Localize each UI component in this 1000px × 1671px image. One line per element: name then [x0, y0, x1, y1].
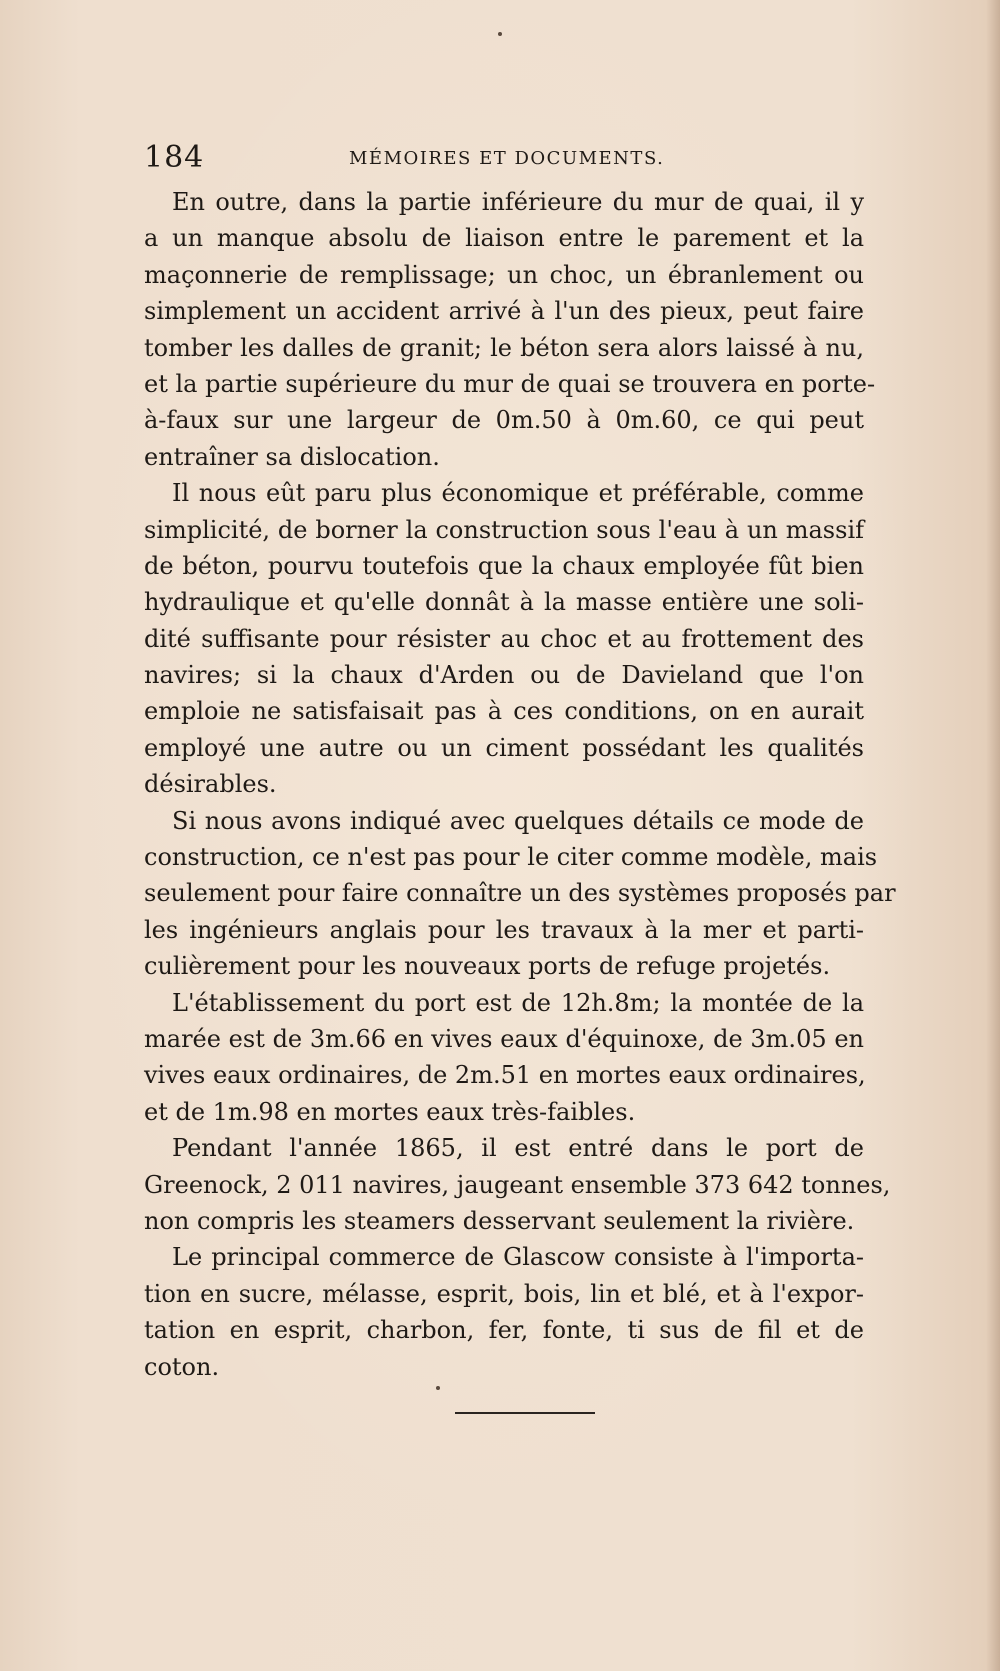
text-line: Pendant l'année 1865, il est entré dans le port de [172, 1134, 864, 1163]
text-line: tion en sucre, mélasse, esprit, bois, lin et blé, et à l'expor- [144, 1279, 864, 1308]
paper-speck [498, 32, 502, 36]
text-line: Il nous eût paru plus économique et préférable, comme [172, 479, 864, 508]
paper-speck [436, 1386, 440, 1390]
text-line: marée est de 3m.66 en vives eaux d'équinoxe, de 3m.05 en [144, 1024, 864, 1053]
text-line: employé une autre ou un ciment possédant les qualités [144, 733, 864, 762]
text-line: dité suffisante pour résister au choc et au frottement des [144, 624, 864, 653]
paragraph [144, 475, 864, 803]
text-line: a un manque absolu de liaison entre le parement et la [144, 224, 864, 253]
page-header [144, 140, 854, 180]
page-number: 184 [144, 140, 205, 175]
text-line: désirables. [144, 770, 277, 799]
text-line: maçonnerie de remplissage; un choc, un ébranlement ou [144, 260, 864, 289]
text-line: hydraulique et qu'elle donnât à la masse entière une soli- [144, 588, 864, 617]
text-line: navires; si la chaux d'Arden ou de Davieland que l'on [144, 661, 864, 690]
paragraph [144, 184, 876, 475]
text-line: emploie ne satisfaisait pas à ces conditions, on en aurait [144, 697, 864, 726]
paragraph [144, 1130, 891, 1239]
text-line: simplicité, de borner la construction sous l'eau à un massif [144, 515, 864, 544]
text-line: L'établissement du port est de 12h.8m; la montée de la [172, 988, 864, 1017]
body-text [144, 184, 896, 1385]
text-line: coton. [144, 1352, 220, 1381]
text-line: tomber les dalles de granit; le béton sera alors laissé à nu, [144, 333, 864, 362]
text-line: non compris les steamers desservant seulement la rivière. [144, 1206, 855, 1235]
running-head: MÉMOIRES ET DOCUMENTS. [349, 148, 665, 169]
text-line: les ingénieurs anglais pour les travaux à la mer et parti- [144, 915, 864, 944]
text-line: et la partie supérieure du mur de quai se trouvera en porte- [144, 369, 876, 398]
text-line: Le principal commerce de Glascow consiste à l'importa- [172, 1243, 864, 1272]
end-rule [455, 1412, 595, 1414]
text-line: seulement pour faire connaître un des systèmes proposés par [144, 879, 896, 908]
text-line: de béton, pourvu toutefois que la chaux employée fût bien [144, 551, 864, 580]
paragraph [144, 1239, 864, 1385]
paragraph [144, 803, 896, 985]
text-line: à-faux sur une largeur de 0m.50 à 0m.60, ce qui peut [144, 406, 864, 435]
text-line: et de 1m.98 en mortes eaux très-faibles. [144, 1097, 636, 1126]
text-line: vives eaux ordinaires, de 2m.51 en mortes eaux ordinaires, [144, 1061, 866, 1090]
page-gutter-shadow [986, 0, 1000, 1671]
text-line: simplement un accident arrivé à l'un des pieux, peut faire [144, 297, 864, 326]
paragraph [144, 985, 864, 1131]
text-line: entraîner sa dislocation. [144, 442, 440, 471]
text-line: culièrement pour les nouveaux ports de refuge projetés. [144, 952, 831, 981]
text-line: En outre, dans la partie inférieure du mur de quai, il y [172, 188, 864, 216]
text-line: Greenock, 2 011 navires, jaugeant ensemble 373 642 tonnes, [144, 1170, 891, 1199]
text-line: construction, ce n'est pas pour le citer comme modèle, mais [144, 843, 878, 872]
text-line: tation en esprit, charbon, fer, fonte, ti sus de fil et de [144, 1316, 864, 1345]
text-line: Si nous avons indiqué avec quelques détails ce mode de [172, 806, 864, 835]
